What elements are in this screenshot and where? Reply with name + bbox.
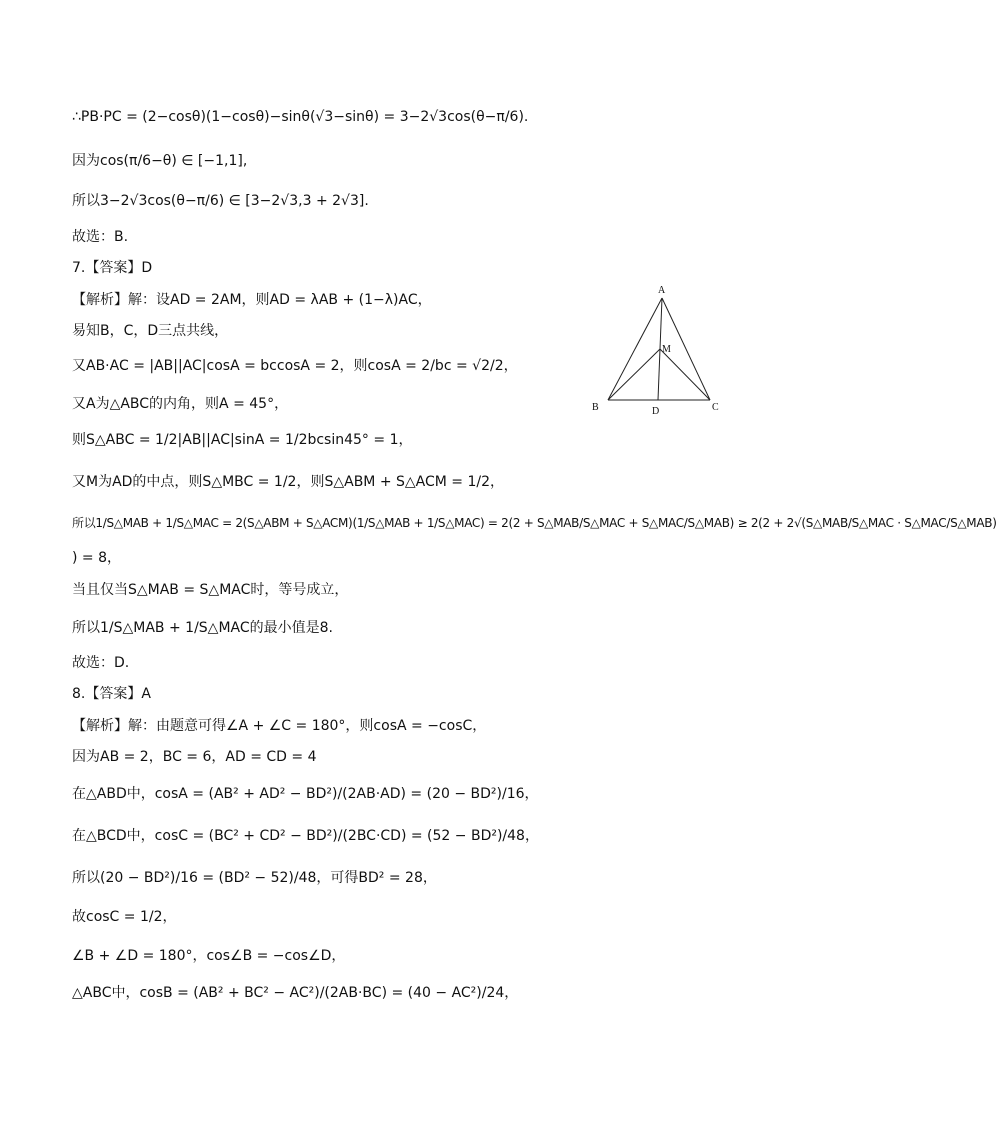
text-line-22: 所以(20 − BD²)/16 = (BD² − 52)/48，可得BD² = 28， [72, 870, 437, 886]
answer-7-heading: 7.【答案】D [72, 260, 153, 276]
text-line-13: ) = 8， [72, 550, 121, 566]
triangle-figure [592, 282, 752, 426]
side-ab [608, 298, 662, 400]
text-line-21: 在△BCD中，cosC = (BC² + CD² − BD²)/(2BC·CD) = (52 − BD²)/48， [72, 828, 539, 844]
text-line-3: 所以3−2√3cos(θ−π/6) ∈ [3−2√3,3 + 2√3]. [72, 193, 369, 209]
text-line-24: ∠B + ∠D = 180°，cos∠B = −cos∠D， [72, 948, 346, 964]
text-line-15: 所以1/S△MAB + 1/S△MAC的最小值是8. [72, 620, 333, 636]
text-line-1: ∴PB·PC = (2−cosθ)(1−cosθ)−sinθ(√3−sinθ) = 3−2√3cos(θ−π/6). [72, 109, 529, 125]
text-line-20: 在△ABD中，cosA = (AB² + AD² − BD²)/(2AB·AD) = (20 − BD²)/16， [72, 786, 539, 802]
text-line-11: 又M为AD的中点，则S△MBC = 1/2，则S△ABM + S△ACM = 1/2， [72, 474, 505, 490]
text-line-7: 易知B，C，D三点共线， [72, 323, 229, 339]
label-c: C [712, 402, 719, 413]
triangle-diagram [592, 282, 752, 422]
text-line-9: 又A为△ABC的内角，则A = 45°， [72, 396, 289, 412]
text-line-12: 所以1/S△MAB + 1/S△MAC = 2(S△ABM + S△ACM)(1/S△MAB + 1/S△MAC) = 2(2 + S△MAB/S△MAC + S△MAC/S△MAB) ≥ 2(2 + 2√(S△MAB/S△MAC · S△MAC/S△MAB) [72, 516, 997, 530]
text-line-2: 因为cos(π/6−θ) ∈ [−1,1], [72, 153, 248, 169]
label-m: M [662, 344, 671, 355]
text-line-4: 故选：B. [72, 229, 129, 245]
segment-cm [660, 349, 710, 400]
label-d: D [652, 406, 660, 417]
answer-8-heading: 8.【答案】A [72, 686, 151, 702]
text-line-23: 故cosC = 1/2， [72, 909, 177, 925]
text-line-18: 【解析】解：由题意可得∠A + ∠C = 180°，则cosA = −cosC， [72, 718, 487, 734]
segment-bm [608, 349, 660, 400]
text-line-6: 【解析】解：设AD = 2AM，则AD = λAB + (1−λ)AC， [72, 292, 432, 308]
text-line-10: 则S△ABC = 1/2|AB||AC|sinA = 1/2bcsin45° = 1， [72, 432, 413, 448]
label-a: A [658, 285, 666, 296]
text-line-14: 当且仅当S△MAB = S△MAC时，等号成立， [72, 582, 349, 598]
text-line-19: 因为AB = 2，BC = 6，AD = CD = 4 [72, 749, 317, 765]
text-line-8: 又AB·AC = |AB||AC|cosA = bccosA = 2，则cosA = 2/bc = √2/2， [72, 358, 518, 374]
text-line-16: 故选：D. [72, 655, 130, 671]
text-line-25: △ABC中，cosB = (AB² + BC² − AC²)/(2AB·BC) = (40 − AC²)/24， [72, 985, 519, 1001]
label-b: B [592, 402, 599, 413]
